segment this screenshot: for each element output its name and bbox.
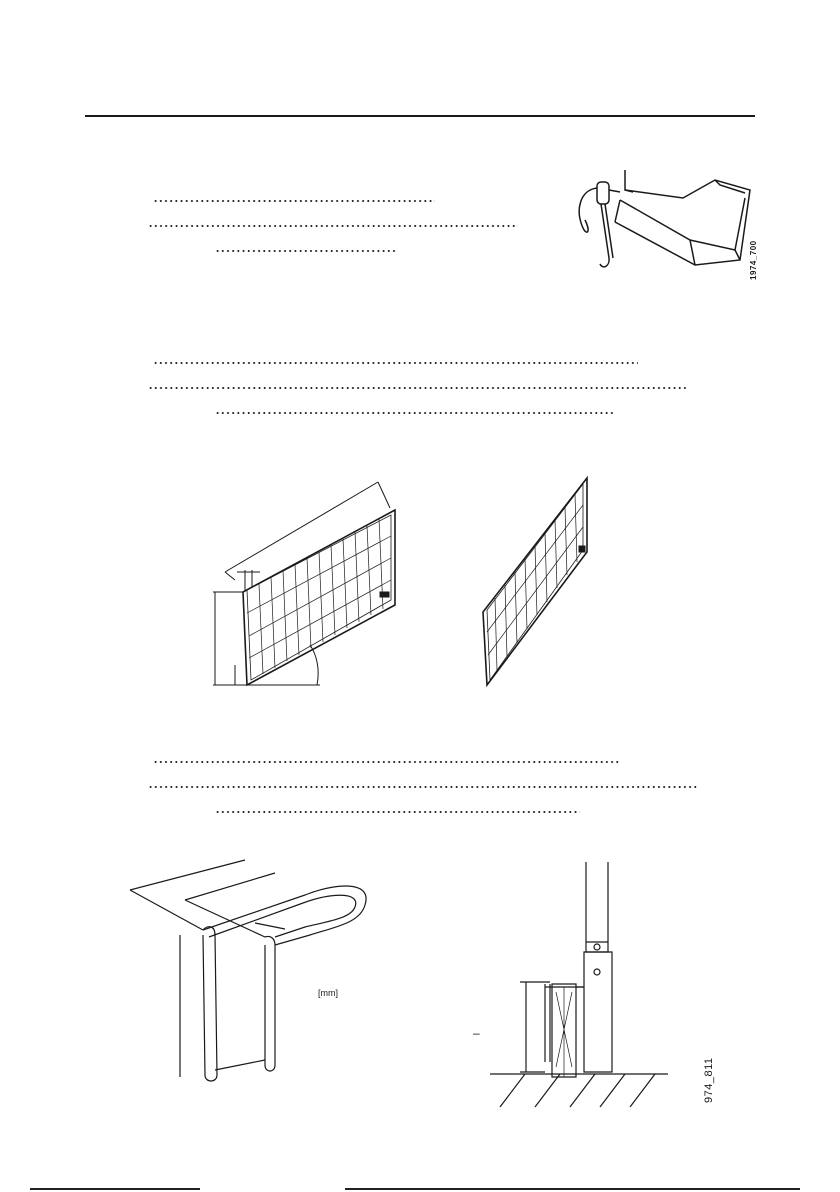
mesh-panel-dimensioned-illustration <box>205 470 415 695</box>
bent-rod-holder-illustration <box>125 855 385 1085</box>
tray-code: 1974_700 <box>749 240 758 280</box>
header-rule <box>85 115 755 117</box>
leader-dots-3b <box>148 781 698 793</box>
leader-dots-2b <box>148 382 688 394</box>
dash-mark: – <box>473 1026 480 1040</box>
leader-dots-3c <box>215 806 580 818</box>
leader-dots-3a <box>153 756 620 768</box>
leader-dots-2a <box>153 357 638 369</box>
leader-dots-2c <box>215 407 615 419</box>
leader-dots-1a <box>153 195 435 207</box>
tray-illustration <box>565 160 765 290</box>
holder-code: 974_811 <box>703 1057 715 1103</box>
footer-line-1 <box>30 1188 200 1190</box>
footer-line-2 <box>345 1188 800 1190</box>
pole-holder-illustration <box>490 862 670 1112</box>
leader-dots-1c <box>215 245 397 257</box>
leader-dots-1b <box>148 220 518 232</box>
unit-label: [mm] <box>318 988 338 998</box>
mesh-panel-illustration <box>475 470 605 690</box>
